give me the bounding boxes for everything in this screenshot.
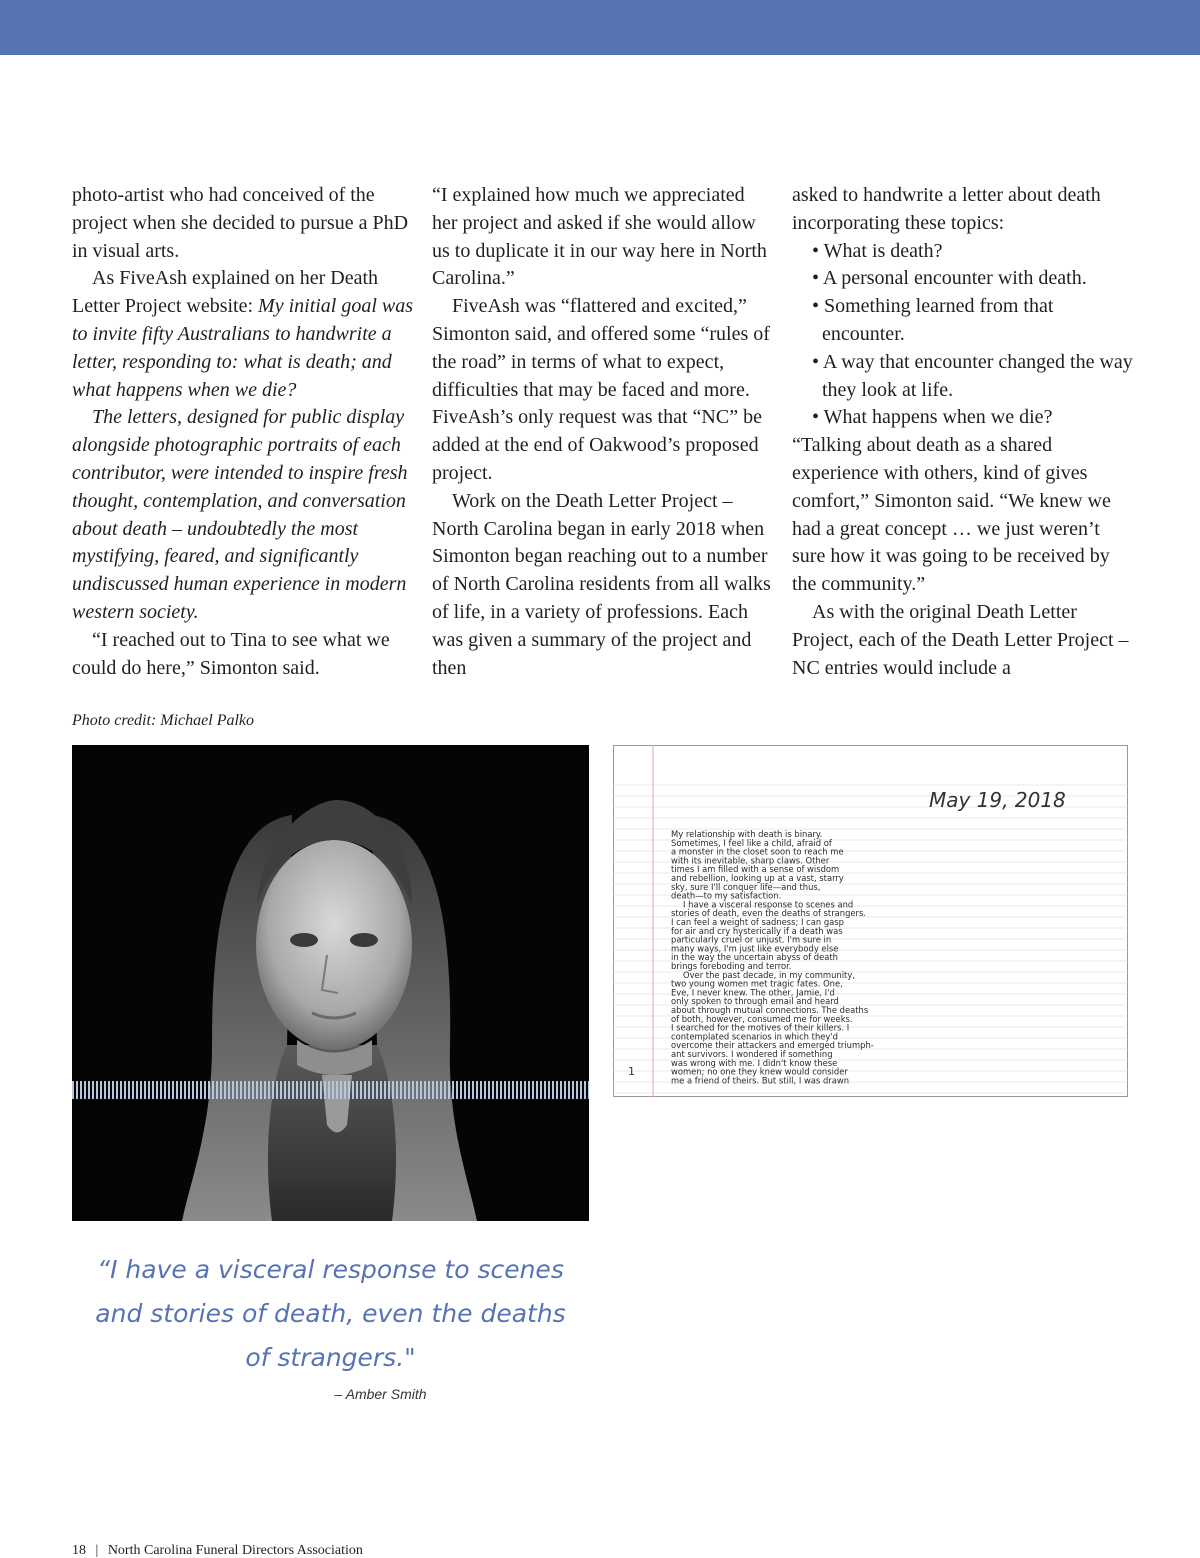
footer-separator: |: [95, 1543, 99, 1558]
handwritten-letter: [613, 745, 1128, 1097]
portrait-illustration: [72, 745, 589, 1221]
letter-line: times I am filled with a sense of wisdom: [671, 864, 840, 875]
paragraph: photo-artist who had conceived of the project when she decided to pursue a PhD in visual arts.: [72, 184, 409, 262]
letter-line: me a friend of theirs. But still, I was drawn: [671, 1075, 850, 1086]
letter-line: with its inevitable, sharp claws. Other: [671, 855, 830, 866]
letter-line: about through mutual connections. The deaths: [671, 1005, 869, 1015]
letter-line: overcome their attackers and emerged triumph-: [671, 1040, 874, 1051]
article-column-1: [72, 182, 414, 682]
bullet-item: • What is death?: [812, 239, 943, 262]
header-band: [0, 0, 1200, 55]
publication-name: North Carolina Funeral Directors Association: [107, 1543, 363, 1558]
letter-line: a monster in the closet soon to reach me: [671, 846, 844, 857]
letter-page-number: 1: [628, 1065, 635, 1078]
letter-line: My relationship with death is binary.: [671, 829, 823, 839]
letter-line: contemplated scenarios in which they'd: [671, 1031, 838, 1042]
paragraph: asked to handwrite a letter about death incorporating these topics:: [792, 184, 1101, 234]
decorative-stripe: [72, 1081, 589, 1099]
article-column-3: [792, 182, 1137, 682]
pull-quote-line: “I have a visceral response to scenes: [97, 1255, 564, 1284]
letter-line: was wrong with me. I didn't know these: [671, 1057, 838, 1068]
letter-line: particularly cruel or unjust. I'm sure in: [671, 934, 832, 945]
pull-quote-attribution: – Amber Smith: [334, 1386, 427, 1402]
pull-quote-line: of strangers.": [245, 1343, 416, 1372]
bullet-item: • A way that encounter changed the way they look at life.: [812, 350, 1133, 401]
letter-line: I can feel a weight of sadness; I can gasp: [671, 917, 844, 927]
letter-line: death—to my satisfaction.: [671, 890, 782, 901]
pull-quote: [72, 1248, 589, 1380]
letter-line: sky, sure I'll conquer life—and thus,: [671, 881, 821, 892]
page-footer: [72, 1543, 363, 1558]
letter-line: many ways, I'm just like everybody else: [671, 943, 839, 954]
letter-line: brings foreboding and terror.: [671, 961, 792, 971]
article-column-2: [432, 182, 774, 682]
paragraph: FiveAsh was “flattered and excited,” Simonton said, and offered some “rules of the road” in terms of what to expect, difficulties that may be faced and more. FiveAsh’s only request was that “NC” be added at the end of Oakwood’s proposed project.: [432, 295, 770, 484]
letter-line: in the way the uncertain abyss of death: [671, 952, 838, 963]
bullet-item: • Something learned from that encounter.: [812, 295, 1054, 345]
letter-line: Sometimes, I feel like a child, afraid of: [671, 837, 832, 848]
letter-line: ant survivors. I wondered if something: [671, 1049, 833, 1059]
letter-line: I searched for the motives of their killers. I: [671, 1022, 850, 1033]
letter-line: Over the past decade, in my community,: [683, 969, 855, 980]
letter-line: I have a visceral response to scenes and: [683, 899, 854, 910]
paragraph: As FiveAsh explained on her Death Letter Project website: My initial goal was to invite fifty Australians to handwrite a letter, responding to: what is death; and what happens when we die?: [72, 267, 414, 401]
paragraph: As with the original Death Letter Project, each of the Death Letter Project – NC entries would include a: [792, 600, 1129, 679]
letter-line: stories of death, even the deaths of strangers.: [671, 908, 867, 919]
paragraph: The letters, designed for public display alongside photographic portraits of each contributor, were intended to inspire fresh thought, contemplation, and conversation about death – undoubtedly the most mystifying, feared, and significantly undiscussed human experience in modern western society.: [72, 406, 408, 623]
letter-line: Eve, I never knew. The other, Jamie, I'd: [671, 987, 835, 998]
letter-line: women; no one they knew would consider: [671, 1066, 848, 1077]
paragraph: “I reached out to Tina to see what we could do here,” Simonton said.: [72, 628, 390, 679]
paragraph: Work on the Death Letter Project – North Carolina began in early 2018 when Simonton began reaching out to a number of North Carolina residents from all walks of life, in a variety of professions. Each was given a summary of the project and then: [432, 489, 771, 679]
letter-date: May 19, 2018: [929, 788, 1066, 812]
letter-line: two young women met tragic fates. One,: [671, 978, 843, 989]
letter-line: only spoken to through email and heard: [671, 996, 839, 1007]
paragraph: “Talking about death as a shared experience with others, kind of gives comfort,” Simonton said. “We knew we had a great concept … we just weren’t sure how it was going to be received by the community.”: [792, 434, 1111, 596]
bullet-item: • What happens when we die?: [812, 406, 1053, 429]
photo-credit: Photo credit: Michael Palko: [72, 712, 255, 729]
paragraph: “I explained how much we appreciated her project and asked if she would allow us to duplicate it in our way here in North Carolina.”: [432, 184, 767, 290]
letter-line: for air and cry hysterically if a death was: [671, 925, 843, 936]
letter-line: and rebellion, looking up at a vast, starry: [671, 873, 844, 883]
letter-line: of both, however, consumed me for weeks.: [671, 1013, 853, 1024]
bullet-item: • A personal encounter with death.: [812, 267, 1087, 290]
page-number: 18: [72, 1543, 86, 1558]
portrait-photo: [72, 745, 589, 1221]
pull-quote-line: and stories of death, even the deaths: [95, 1299, 566, 1328]
